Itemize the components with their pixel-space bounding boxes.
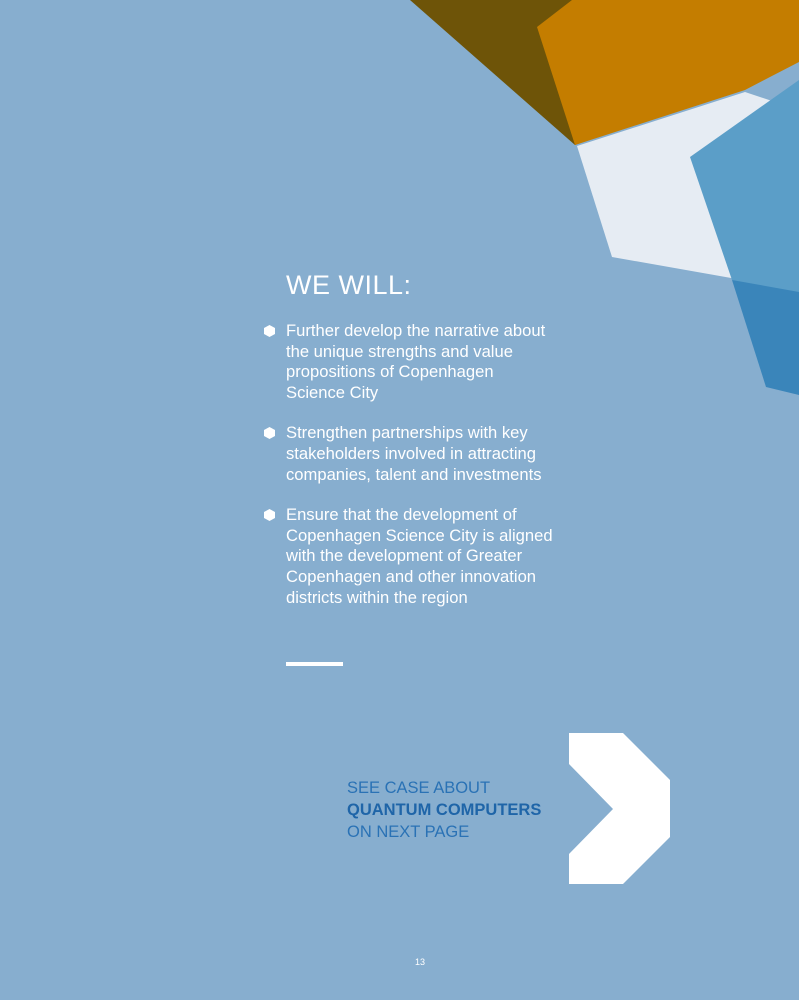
commitment-list: [264, 321, 554, 628]
list-item-text: Further develop the narrative about the unique strengths and value propositions of Copenhagen Science City: [286, 321, 546, 402]
list-item-text: Strengthen partnerships with key stakeholders involved in attracting companies, talent and investments: [286, 423, 542, 484]
list-item: [264, 423, 554, 485]
hexagon-bullet-icon: [264, 509, 275, 521]
divider-rule: [286, 662, 343, 666]
hexagon-bullet-icon: [264, 427, 275, 439]
section-heading: WE WILL:: [286, 270, 412, 300]
deep-blue-shape: [732, 280, 799, 395]
list-item: [264, 321, 554, 403]
cta-line-3: ON NEXT PAGE: [347, 823, 470, 841]
next-page-case-link[interactable]: [347, 777, 541, 843]
page-number: 13: [414, 957, 425, 967]
cta-line-1: SEE CASE ABOUT: [347, 779, 491, 797]
chevron-right-icon[interactable]: [569, 733, 670, 884]
list-item-text: Ensure that the development of Copenhagen Science City is aligned with the development of Greater Copenhagen and other innovation districts within the region: [286, 505, 553, 607]
hexagon-bullet-icon: [264, 325, 275, 337]
cta-line-2: QUANTUM COMPUTERS: [347, 801, 542, 819]
list-item: [264, 505, 554, 608]
